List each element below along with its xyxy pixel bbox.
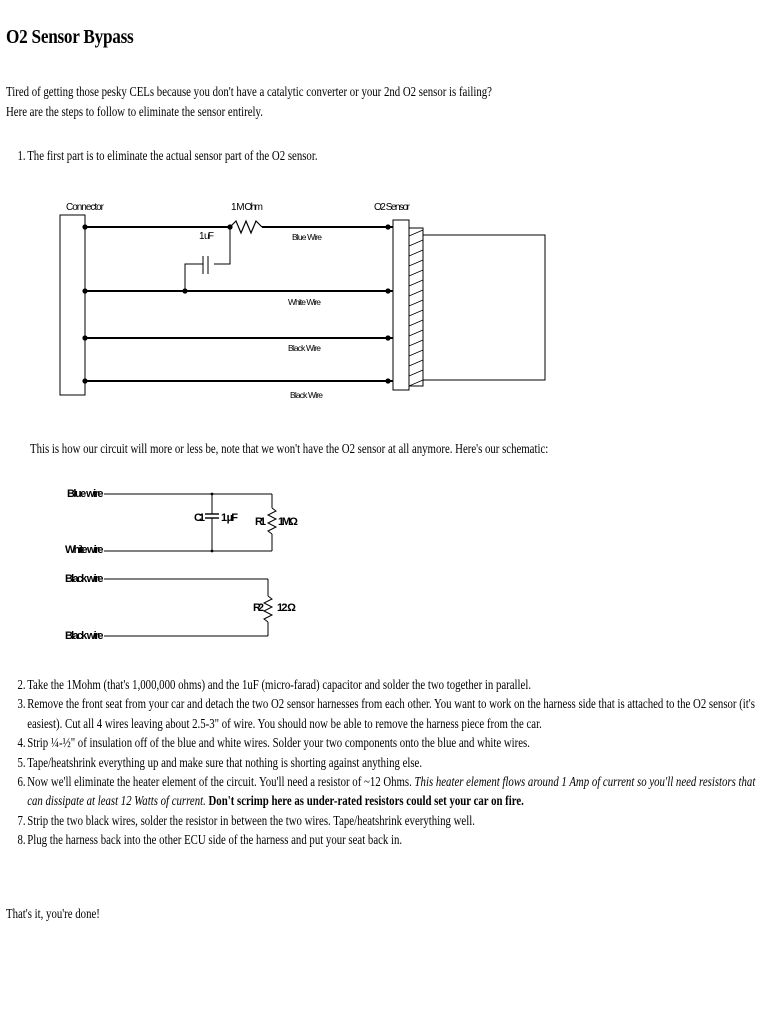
intro-line-2: Here are the steps to follow to eliminate the sensor entirely. (6, 104, 263, 119)
wire-label-black-1: Black Wire (288, 343, 321, 353)
step-text: Strip the two black wires, solder the resistor in between the two wires. Tape/heatshrink everything well. (27, 812, 475, 828)
capacitor-label: 1 uF (199, 231, 214, 242)
step-item (0, 733, 768, 752)
step-item (0, 830, 768, 849)
step-warning-bold: Don't scrimp here as under-rated resistors could set your car on fire. (208, 793, 524, 809)
step-item (0, 675, 768, 694)
schematic-label-black-wire-1: Black wire (65, 573, 103, 585)
r1-label: R1 (255, 516, 266, 528)
closing-text: That's it, you're done! (6, 906, 100, 921)
c1-label: C1 (194, 512, 205, 524)
r1-symbol (268, 508, 276, 534)
resistor-label: 1 M Ohm (231, 202, 263, 213)
step-number: 7. (17, 812, 26, 828)
sensor-label: O2 Sensor (374, 202, 410, 213)
step-text: The first part is to eliminate the actual sensor part of the O2 sensor. (27, 148, 318, 163)
schematic-label-black-wire-2: Black wire (65, 630, 103, 642)
page-title: O2 Sensor Bypass (6, 26, 134, 48)
step-item (0, 772, 768, 811)
step-text: Tape/heatshrink everything up and make sure that nothing is shorting against anything else. (27, 754, 423, 770)
step-text: Strip ¼-½" of insulation off of the blue and white wires. Solder your two components onto the blue and white wires. (27, 735, 530, 751)
step-number: 8. (17, 832, 26, 848)
c1-value: 1 µF (221, 512, 238, 524)
step-number: 6. (17, 774, 26, 790)
step-number: 1. (17, 148, 26, 163)
wire-label-black-2: Black Wire (290, 390, 323, 400)
r2-value: 12 Ω (277, 602, 296, 614)
wire-label-blue: Blue Wire (292, 232, 322, 242)
r2-label: R2 (253, 602, 264, 614)
wire-label-white: White Wire (288, 297, 321, 307)
step-item (0, 811, 768, 830)
step-number: 3. (17, 696, 26, 712)
junction-dot (211, 550, 214, 553)
step-item (0, 694, 768, 733)
step-text: Remove the front seat from your car and detach the two O2 sensor harnesses from each other. You want to work on the harness side that is attached to the O2 sensor (it's easiest). Cut all 4 wires leaving about 2.5-3" of wire. You should now be able to remove the harness piece from the car. (27, 696, 755, 731)
connector-label: Connector (66, 202, 104, 213)
step-number: 4. (17, 735, 26, 751)
step-warning-italic: This heater element flows around 1 Amp of current so you'll need resistors that can dissipate at least 12 Watts of current. (27, 774, 756, 809)
step-list-main (0, 675, 768, 850)
r1-value: 1M Ω (278, 516, 298, 528)
step-text: Take the 1Mohm (that's 1,000,000 ohms) and the 1uF (micro-farad) capacitor and solder the two together in parallel. (27, 677, 532, 692)
intro-line-1: Tired of getting those pesky CELs because you don't have a catalytic converter or your 2nd O2 sensor is failing? (6, 84, 492, 99)
step-text: Now we'll eliminate the heater element of the circuit. You'll need a resistor of ~12 Ohms. (27, 774, 412, 790)
step-number: 2. (17, 677, 26, 692)
schematic-label-blue-wire: Blue wire (67, 488, 103, 500)
junction-dot (211, 493, 214, 496)
step-number: 5. (17, 754, 26, 770)
step-text: Plug the harness back into the other ECU side of the harness and put your seat back in. (27, 832, 403, 848)
diagram-caption: This is how our circuit will more or less be, note that we won't have the O2 sensor at all anymore. Here's our schematic: (30, 441, 549, 456)
step-item (0, 753, 768, 772)
schematic-label-white-wire: White wire (65, 544, 103, 556)
r2-symbol (264, 596, 272, 622)
